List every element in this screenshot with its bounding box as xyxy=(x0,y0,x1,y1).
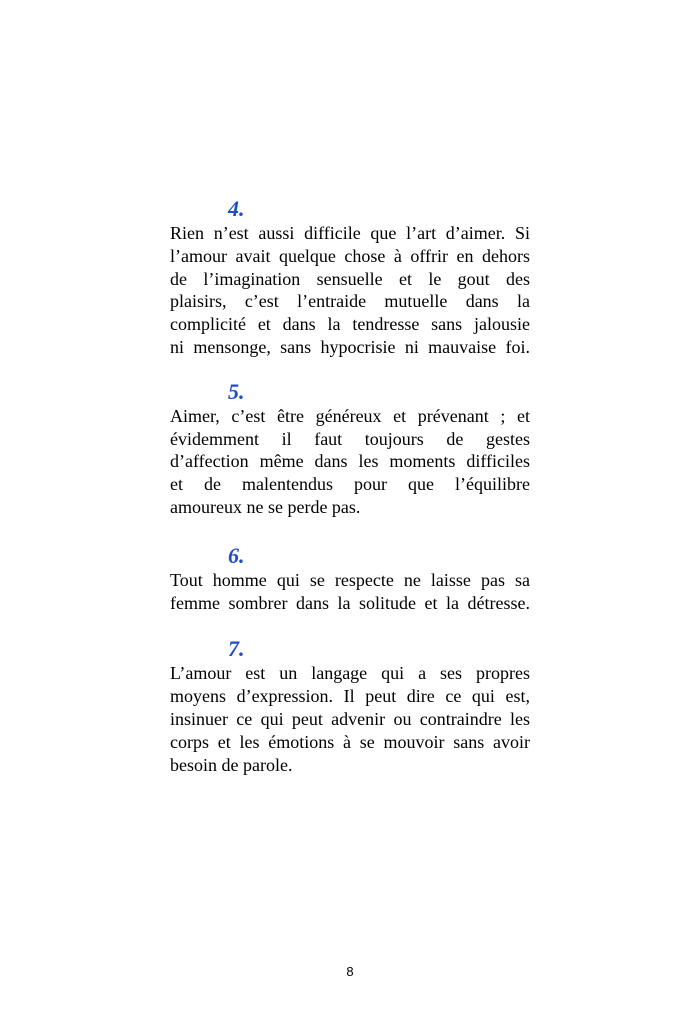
paragraph-line: insinuer ce qui peut advenir ou contraindre les xyxy=(170,708,530,729)
section-number: 5. xyxy=(228,378,245,404)
page-content xyxy=(170,196,530,776)
section-number: 7. xyxy=(228,636,245,662)
paragraph-line: évidemment il faut toujours de gestes xyxy=(170,428,530,449)
paragraph-line: moyens d’expression. Il peut dire ce qui est, xyxy=(170,686,530,707)
section-7 xyxy=(170,636,530,776)
section-6 xyxy=(170,543,530,615)
paragraph-line: de l’imagination sensuelle et le gout des xyxy=(170,268,530,289)
paragraph-line: complicité et dans la tendresse sans jalousie xyxy=(170,314,530,335)
section-number: 6. xyxy=(228,542,245,568)
section-4 xyxy=(170,196,530,359)
section-number: 4. xyxy=(228,196,245,221)
paragraph-line: besoin de parole. xyxy=(170,754,293,775)
section-5 xyxy=(170,379,530,519)
paragraph-line: d’affection même dans les moments difficiles xyxy=(170,451,530,472)
paragraph-line: Aimer, c’est être généreux et prévenant ; et xyxy=(170,405,530,426)
paragraph-line: L’amour est un langage qui a ses propres xyxy=(170,663,530,684)
paragraph-line: amoureux ne se perde pas. xyxy=(170,496,361,517)
paragraph-line: femme sombrer dans la solitude et la détresse. xyxy=(170,592,530,613)
section-paragraph xyxy=(170,662,530,776)
section-paragraph xyxy=(170,222,530,359)
paragraph-line: Tout homme qui se respecte ne laisse pas sa xyxy=(170,569,530,590)
paragraph-line: l’amour avait quelque chose à offrir en dehors xyxy=(170,245,530,266)
page-number: 8 xyxy=(346,964,354,979)
paragraph-line: corps et les émotions à se mouvoir sans avoir xyxy=(170,731,530,752)
paragraph-line: ni mensonge, sans hypocrisie ni mauvaise foi. xyxy=(170,336,530,357)
paragraph-line: Rien n’est aussi difficile que l’art d’aimer. Si xyxy=(170,223,530,243)
section-paragraph xyxy=(170,405,530,519)
section-paragraph xyxy=(170,569,530,615)
paragraph-line: plaisirs, c’est l’entraide mutuelle dans la xyxy=(170,291,530,312)
paragraph-line: et de malentendus pour que l’équilibre xyxy=(170,474,530,495)
